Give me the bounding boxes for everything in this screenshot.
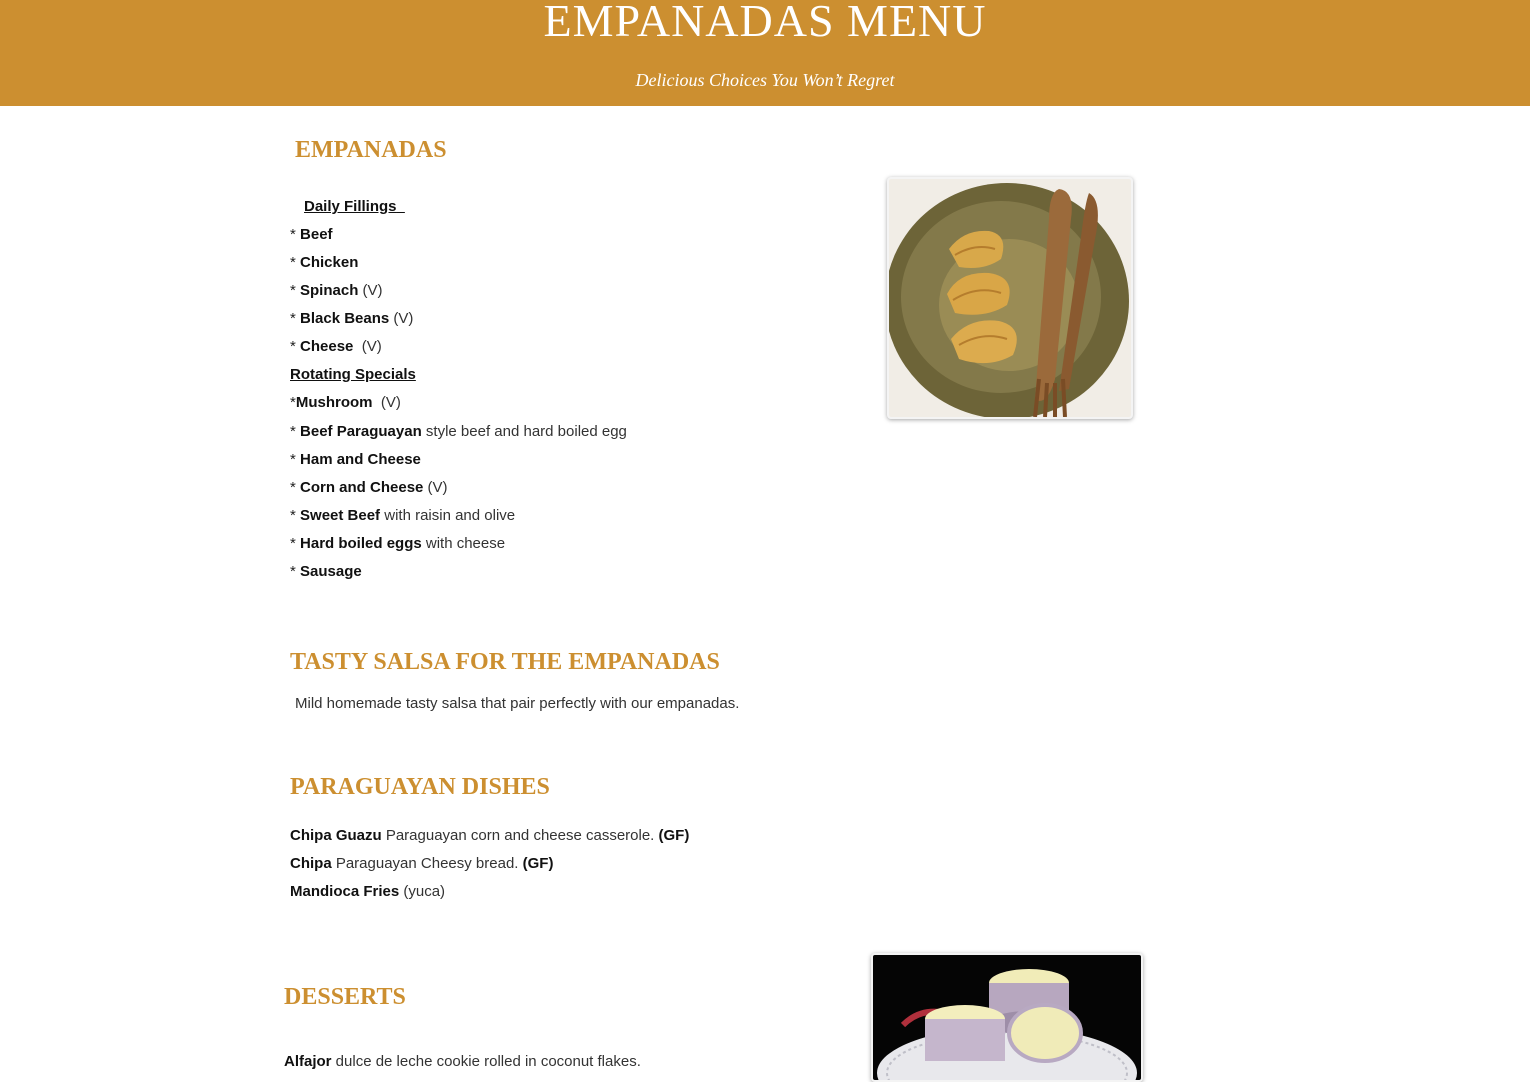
menu-item-sweet-beef: * Sweet Beef with raisin and olive [290, 507, 516, 524]
menu-item-chipa-guazu: Chipa Guazu Paraguayan corn and cheese casserole. (GF) [290, 827, 690, 844]
menu-item-cheese: * Cheese (V) [290, 338, 382, 355]
menu-item-ham-and-cheese: * Ham and Cheese [290, 451, 421, 468]
empanadas-photo [887, 177, 1133, 419]
menu-item-beef: * Beef [290, 226, 333, 243]
menu-item-chipa: Chipa Paraguayan Cheesy bread. (GF) [290, 855, 554, 872]
menu-item-corn-and-cheese: * Corn and Cheese (V) [290, 479, 448, 496]
menu-item-black-beans: * Black Beans (V) [290, 310, 414, 327]
salsa-heading: TASTY SALSA FOR THE EMPANADAS [290, 649, 720, 675]
menu-item-spinach: * Spinach (V) [290, 282, 383, 299]
page-title: EMPANADAS MENU [543, 0, 987, 46]
menu-item-beef-paraguayan: * Beef Paraguayan style beef and hard boiled egg [290, 423, 627, 440]
empanadas-heading: EMPANADAS [295, 137, 447, 163]
page-subtitle: Delicious Choices You Won’t Regret [635, 70, 895, 90]
menu-item-hard-boiled-eggs: * Hard boiled eggs with cheese [290, 535, 506, 552]
header-banner [0, 0, 1530, 106]
desserts-heading: DESSERTS [284, 984, 406, 1010]
alfajores-image [873, 955, 1141, 1080]
salsa-description: Mild homemade tasty salsa that pair perfectly with our empanadas. [295, 695, 740, 712]
empanadas-on-plate-image [889, 179, 1131, 417]
daily-fillings-label: Daily Fillings [304, 198, 397, 215]
desserts-photo [871, 953, 1143, 1082]
menu-item-sausage: * Sausage [290, 563, 362, 580]
rotating-specials-label: Rotating Specials [290, 366, 416, 383]
menu-item-mandioca-fries: Mandioca Fries (yuca) [290, 883, 446, 900]
paraguayan-heading: PARAGUAYAN DISHES [290, 774, 550, 800]
menu-item-alfajor: Alfajor dulce de leche cookie rolled in coconut flakes. [284, 1053, 641, 1070]
menu-item-mushroom: *Mushroom (V) [290, 394, 401, 411]
menu-item-chicken: * Chicken [290, 254, 359, 271]
